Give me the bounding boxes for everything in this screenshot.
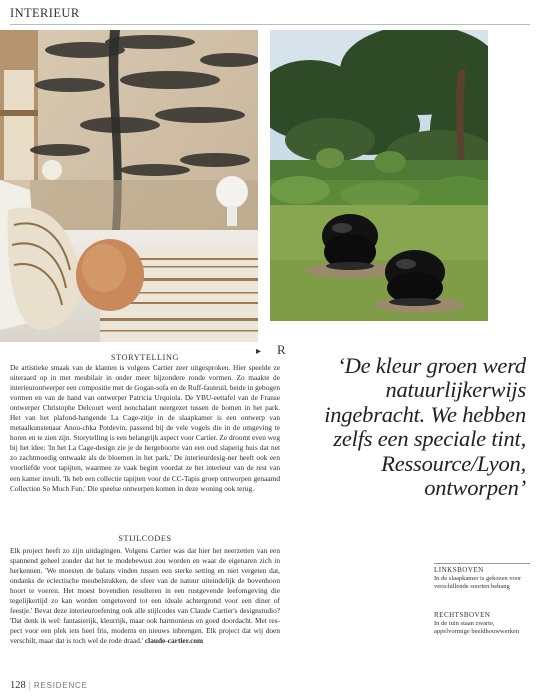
subheading-stijlcodes: STIJLCODES [118,534,172,543]
page-folio [10,680,88,691]
caption-text-2: In de tuin staan zwarte, appelvormige beeldhouwwerken [434,620,520,636]
page-number: 128 [10,680,26,691]
brand-mark: R [277,342,286,357]
website-link[interactable]: claude-cartier.com [144,636,204,646]
caption-head-2: RECHTSBOVEN [434,611,491,619]
section-label: INTERIEUR [10,6,80,20]
body-text-1: De artistieke smaak van de klanten is volgens Cartier zeer uitgesproken. Hier speelde ze uiteraard op in met meubilair in onder meer bijzondere ronde vormen. Zo maakte de interieurontwerper een compositie met de Gogan-sofa en de Ruff-fauteuil, beide in gebogen vormen en van de hand van ontwerper Patricia Urquiola. De YBU-eettafel van de Franse ontwerper Christophe Delcourt werd nonchalant neergezet tussen de bomen in het park. Het van het plafond-hangende La Cage-zitje in de slaapkamer is een ontwerp van metaalkunstenaar Anou-chka Potdevin, passend bij de vele vogels die in de omgeving te horen en te zien zijn. Storytelling is een belangrijk aspect voor Cartier. Ze droomt even weg bij het idee: 'In het La Cage-design zie je de hergeboorte van een oud slaperig huis dat net zo zachtmoedig ontwaakt als de bloemen in het park.' De interieurdesig-ner heeft ook een voorliefde voor tapijten, waarmee ze vaak begint voordat ze het interieur van de rest van een kamer invult. 'Ik heb een collectie tapijten voor de CC-Tapis groep ontworpen genaamd Collection So Much Fun.' Die speelse ontwerpen komen in deze woning ook terug. [10,363,280,493]
garden-photo [270,30,488,321]
subheading-storytelling: STORYTELLING [111,353,179,362]
caption-head-1: LINKSBOVEN [434,566,484,574]
pull-quote: ‘De kleur groen werd natuurlijkerwijs ingebracht. We hebben zelfs een speciale tint, Ressource/Lyon, ontworpen’ [324,353,526,501]
caption-text-1: In de slaapkamer is gekozen voor verschillende soorten behang [434,575,522,591]
section-rule [10,24,530,25]
magazine-name: RESIDENCE [33,681,88,690]
dingbat-marker: ▸ [256,346,262,357]
body-text-2 [10,546,280,646]
body-text-2-content: Elk project heeft zo zijn uitdagingen. Volgens Cartier was dat hier het neerzetten van een spannend geheel zonder dat het te modebewust zou worden en waar de eigenaren zich in herkennen. 'We moesten de balans vinden tussen een sterke setting en niet vergeten dat, ondanks de eclectische meubelstukken, de sfeer van de natuur uiteindelijk de bovenhoon hoort te voeren. Het moest bovendien resulteren in een rustgevende leefomgeving die tegelijkertijd zo kan worden omgetoverd tot een ideale achtergrond voor een diner of feestje.' Bevat deze interieuroefening ook alle stijlcodes van Claude Cartier's designstudio? 'Dat denk ik wel: fantasierijk, kleurrijk, maar ook harmonieus en goed doordacht. Met res-pect voor een plek iets heel fris, moderns en nieuws inbrengen. Elk project dat wij doen verschilt, maar dat is toch wel de rode draad.' [10,546,280,646]
caption-rule-1 [434,563,530,564]
bedroom-photo [0,30,258,342]
folio-separator: | [28,680,31,691]
